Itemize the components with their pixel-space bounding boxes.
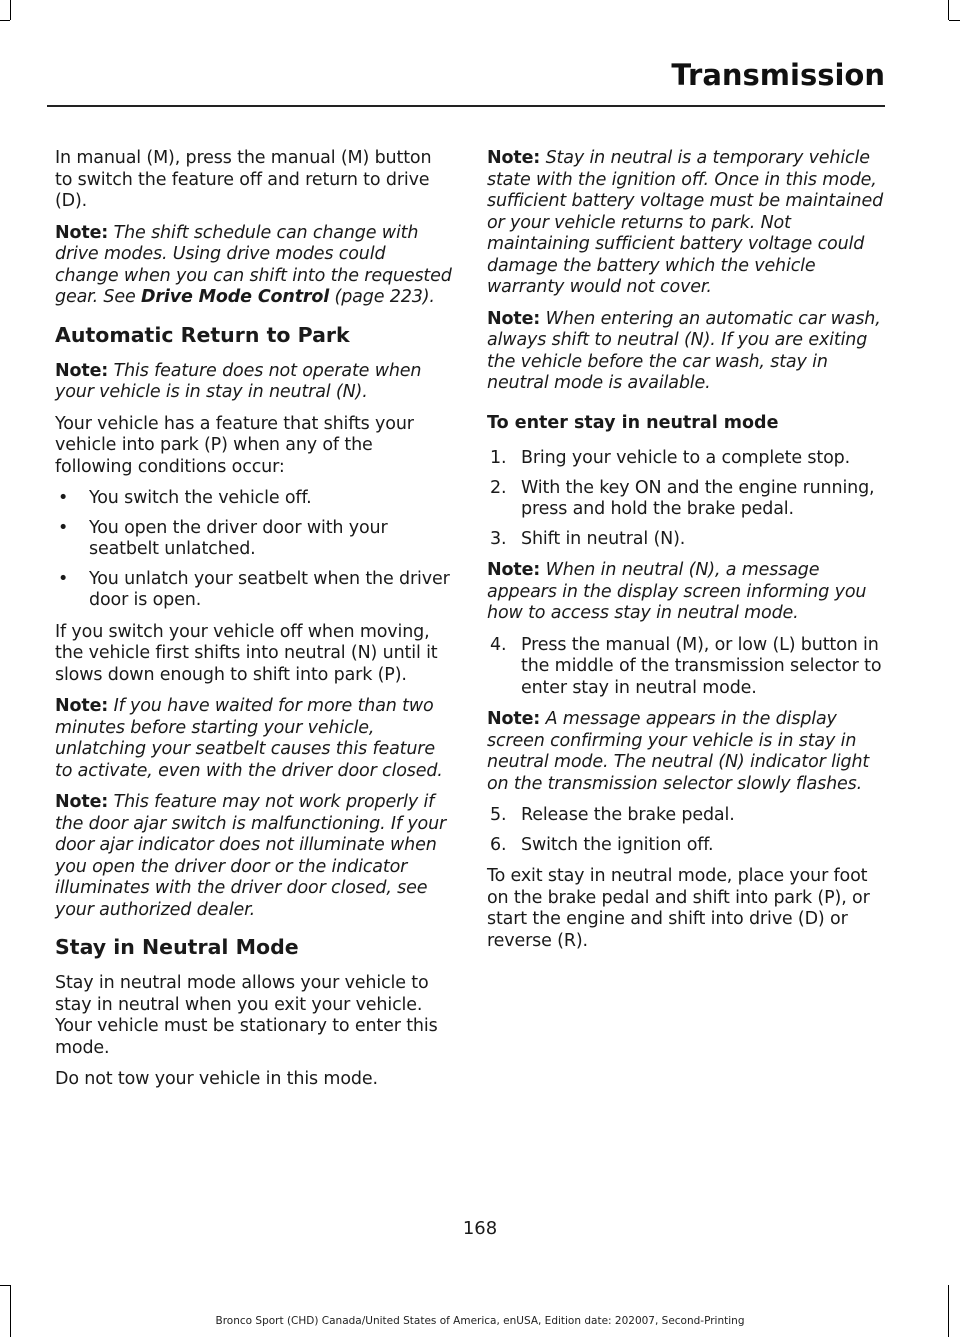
list-item-text: Press the manual (M), or low (L) button in the middle of the transmission selector to enter stay in neutral mode. <box>521 634 882 698</box>
page-title: Transmission <box>671 58 885 92</box>
note-label: Note: <box>487 148 541 168</box>
list-item-text: Shift in neutral (N). <box>521 528 686 549</box>
crop-mark <box>10 0 11 20</box>
list-item <box>55 488 453 510</box>
crop-mark <box>948 0 949 20</box>
paragraph: Stay in neutral mode allows your vehicle to stay in neutral when you exit your vehicle. Your vehicle must be stationary to enter this mode. <box>55 973 438 1058</box>
page-number: 168 <box>462 1218 498 1239</box>
note <box>55 361 453 404</box>
footer-edition-info: Bronco Sport (CHD) Canada/United States of America, enUSA, Edition date: 202007, Second-Printing <box>215 1315 745 1327</box>
note <box>487 709 885 795</box>
bullet-mark: • <box>58 568 69 589</box>
section-heading: Stay in Neutral Mode <box>55 935 299 959</box>
note <box>55 696 453 782</box>
crop-mark <box>0 20 10 21</box>
note-label: Note: <box>55 696 109 716</box>
step-number: 5. <box>490 805 507 825</box>
paragraph: Do not tow your vehicle in this mode. <box>55 1069 378 1089</box>
right-column <box>487 148 885 962</box>
note-body: If you have waited for more than two minutes before starting your vehicle, unlatching your seatbelt causes this feature to activate, even with the driver door closed. <box>55 696 443 781</box>
note <box>55 792 453 921</box>
bullet-mark: • <box>58 488 69 508</box>
note-body: When in neutral (N), a message appears in the display screen informing you how to access stay in neutral mode. <box>487 560 867 623</box>
list-item-text: With the key ON and the engine running, press and hold the brake pedal. <box>521 477 875 519</box>
numbered-list <box>487 805 885 856</box>
list-item <box>487 478 885 521</box>
list-item <box>487 805 885 827</box>
list-item <box>487 835 885 857</box>
header-rule <box>47 105 885 107</box>
crop-mark <box>10 1285 11 1337</box>
bullet-mark: • <box>58 517 69 538</box>
list-item-text: You open the driver door with your seatbelt unlatched. <box>89 517 388 559</box>
note-label: Note: <box>487 709 541 729</box>
note-body: When entering an automatic car wash, always shift to neutral (N). If you are exiting the vehicle before the car wash, stay in neutral mode is available. <box>487 308 881 393</box>
note-body: This feature does not operate when your vehicle is in stay in neutral (N). <box>55 360 422 402</box>
note-label: Note: <box>55 792 109 812</box>
numbered-list <box>487 635 885 700</box>
list-item-text: Release the brake pedal. <box>521 805 735 825</box>
paragraph: Your vehicle has a feature that shifts your vehicle into park (P) when any of the following conditions occur: <box>55 413 414 477</box>
list-item <box>487 448 885 470</box>
paragraph: In manual (M), press the manual (M) button to switch the feature off and return to drive (D). <box>55 148 432 211</box>
list-item <box>55 518 453 561</box>
step-number: 4. <box>490 634 507 655</box>
note <box>487 560 885 625</box>
bullet-list <box>55 488 453 612</box>
note-label: Note: <box>487 560 541 580</box>
note-body: (page 223). <box>334 287 435 307</box>
numbered-list <box>487 448 885 550</box>
note <box>55 223 453 309</box>
step-number: 2. <box>490 477 507 498</box>
list-item-text: Bring your vehicle to a complete stop. <box>521 448 851 468</box>
section-heading: Automatic Return to Park <box>55 322 350 347</box>
list-item <box>55 569 453 612</box>
crop-mark <box>0 1285 10 1286</box>
step-number: 3. <box>490 528 507 549</box>
left-column <box>55 148 453 1101</box>
paragraph: To exit stay in neutral mode, place your foot on the brake pedal and shift into park (P), or start the engine and shift into drive (D) or reverse (R). <box>487 866 870 951</box>
note-label: Note: <box>487 308 541 329</box>
note-body: The shift schedule can change with drive modes. Using drive modes could change when you can shift into the requested gear. See <box>55 222 452 307</box>
list-item-text: You unlatch your seatbelt when the driver door is open. <box>89 568 450 610</box>
note <box>487 309 885 395</box>
step-number: 1. <box>490 448 507 468</box>
note <box>487 148 885 299</box>
crop-mark <box>949 20 960 21</box>
list-item-text: Switch the ignition off. <box>521 834 714 855</box>
cross-reference-link[interactable]: Drive Mode Control <box>141 287 330 307</box>
list-item <box>487 635 885 700</box>
note-body: This feature may not work properly if the door ajar switch is malfunctioning. If your door ajar indicator does not illuminate when you open the driver door or the indicator illuminates with the driver door closed, see your authorized dealer. <box>55 792 447 920</box>
note-label: Note: <box>55 222 109 243</box>
step-number: 6. <box>490 834 507 855</box>
note-body: Stay in neutral is a temporary vehicle state with the ignition off. Once in this mode, sufficient battery voltage must be maintained or your vehicle returns to park. Not maintaining sufficient battery voltage could damage the battery which the vehicle warranty would not cover. <box>487 148 884 297</box>
subsection-heading: To enter stay in neutral mode <box>487 412 779 433</box>
crop-mark <box>948 1285 949 1337</box>
note-body: A message appears in the display screen confirming your vehicle is in stay in neutral mode. The neutral (N) indicator light on the transmission selector slowly flashes. <box>487 709 870 794</box>
note-label: Note: <box>55 360 109 381</box>
list-item-text: You switch the vehicle off. <box>89 488 312 508</box>
paragraph: If you switch your vehicle off when moving, the vehicle first shifts into neutral (N) until it slows down enough to shift into park (P). <box>55 621 438 685</box>
list-item <box>487 529 885 551</box>
